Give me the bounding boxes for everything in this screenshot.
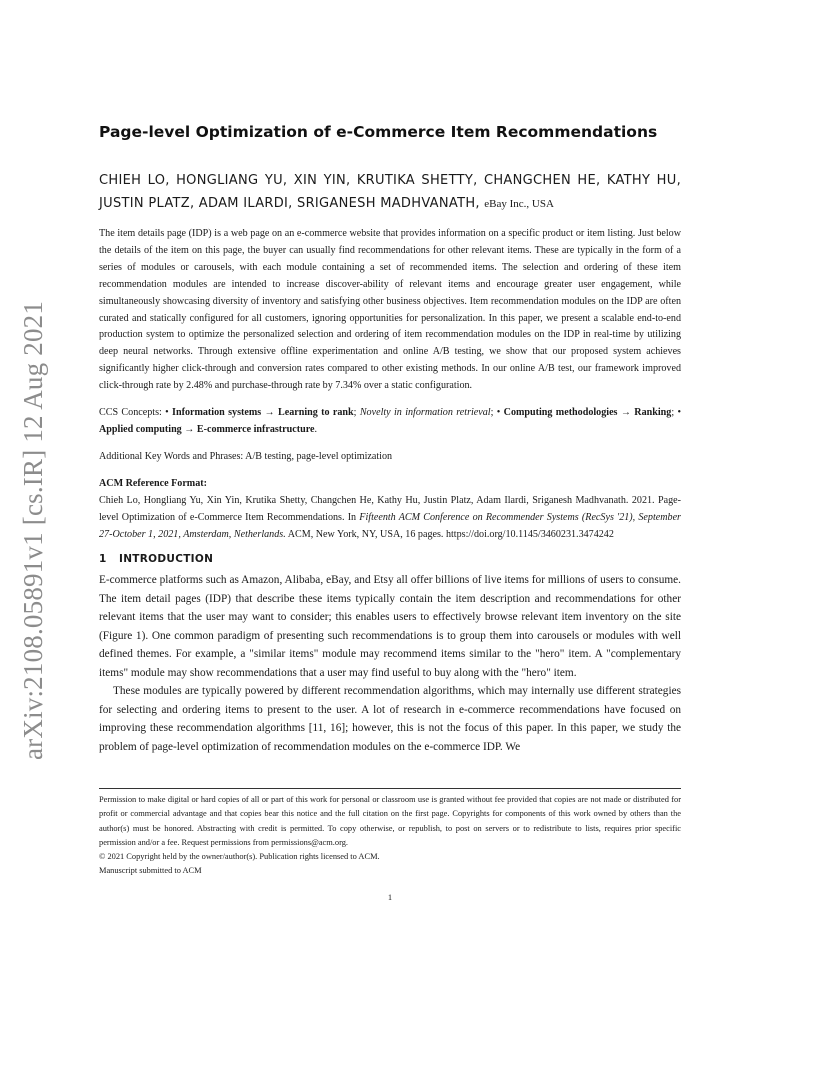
paper-body xyxy=(99,123,681,756)
paper-title: Page-level Optimization of e-Commerce Item Recommendations xyxy=(99,123,658,141)
footnote xyxy=(99,788,681,879)
author-list xyxy=(99,169,681,216)
acm-ref-venue: Fifteenth ACM Conference on Recommender Systems (RecSys '21), September 27-October 1, 2021, Amsterdam, Netherlands. xyxy=(99,511,681,540)
ccs-prefix: CCS Concepts: • xyxy=(99,407,173,419)
affiliation: eBay Inc., USA xyxy=(484,198,554,210)
section-title: INTRODUCTION xyxy=(119,553,214,566)
page-number: 1 xyxy=(387,892,393,902)
ccs-sep-3: ; • xyxy=(671,407,682,419)
ccs-concept-1: Information systems → Learning to rank xyxy=(172,407,354,419)
acm-reference-text xyxy=(99,493,681,544)
intro-paragraph-1: E-commerce platforms such as Amazon, Alibaba, eBay, and Etsy all offer billions of live items for millions of users to consume. The item detail pages (IDP) that describe these items typically contain the item description and recommendations for other relevant items that the user may want to consider; this enables users to effectively browse relevant item inventory on the site (Figure 1). One common paradigm of presenting such recommendations is to group them into carousels or modules with well defined themes. For example, a "similar items" module may recommend items similar to the "hero" item. A "complementary items" module may show recommendations that a user may find useful to buy along with the "hero" item. xyxy=(99,574,681,679)
ccs-concept-3: Computing methodologies → Ranking xyxy=(503,407,672,419)
section-number: 1 xyxy=(99,553,107,566)
copyright-notice: © 2021 Copyright held by the owner/author(s). Publication rights licensed to ACM. xyxy=(99,852,380,862)
acm-ref-text-2: ACM, New York, NY, USA, 16 pages. https://doi.org/10.1145/3460231.3474242 xyxy=(285,528,614,540)
abstract: The item details page (IDP) is a web page on an e-commerce website that provides information on a specific product or item listing. Just below the details of the item on this page, the buyer can usually find recommendations for other relevant items. These are typically in the form of a series of modules or carousels, with each module containing a set of recommended items. The selection and ordering of these item recommendation modules are intended to increase discover-ability of relevant items and encourage greater user engagement, while simultaneously showcasing diversity of inventory and satisfying other business objectives. Item recommendation modules on the IDP are often curated and statically configured for all customers, ignoring opportunities for personalization. In this paper, we present a scalable end-to-end production system to optimize the personalized selection and ordering of item recommendation modules on the IDP in real-time by utilizing deep neural networks. Through extensive offline experimentation and online A/B testing, we show that our proposed system achieves significantly higher click-through and conversion rates compared to other existing methods. In our online A/B test, our framework improved click-through rate by 2.48% and purchase-through rate by 7.34% over a static configuration. xyxy=(99,228,681,392)
permission-notice: Permission to make digital or hard copies of all or part of this work for personal or classroom use is granted without fee provided that copies are not made or distributed for profit or commercial advantage and that copies bear this notice and the full citation on the first page. Copyrights for components of this work owned by others than the author(s) must be honored. Abstracting with credit is permitted. To copy otherwise, or republish, to post on servers or to redistribute to lists, requires prior specific permission and/or a fee. Request permissions from permissions@acm.org. xyxy=(99,795,681,847)
ccs-concept-4: Applied computing → E-commerce infrastructure xyxy=(99,423,315,435)
keywords: Additional Key Words and Phrases: A/B testing, page-level optimization xyxy=(99,450,393,462)
ccs-sep-2: ; • xyxy=(490,407,504,419)
manuscript-notice: Manuscript submitted to ACM xyxy=(99,866,202,876)
ccs-sep-1: ; xyxy=(353,407,360,419)
acm-ref-text-1: Chieh Lo, Hongliang Yu, Xin Yin, Krutika Shetty, Changchen He, Kathy Hu, Justin Platz, Adam Ilardi, Sriganesh Madhvanath. 2021. Page-level Optimization of e-Commerce Item Recommendations. In xyxy=(99,494,681,523)
acm-reference-heading: ACM Reference Format: xyxy=(99,477,207,489)
arxiv-side-stamp: arXiv:2108.05891v1 [cs.IR] 12 Aug 2021 xyxy=(18,300,48,760)
intro-paragraph-2: These modules are typically powered by different recommendation algorithms, which may internally use different strategies for selecting and ordering items to present to the user. A lot of research in e-commerce recommendations have focused on improving these recommendation algorithms [11, 16]; however, this is not the focus of this paper. In this paper, we study the problem of page-level optimization of recommendation modules on the e-commerce IDP. We xyxy=(99,685,681,753)
author-names: CHIEH LO, HONGLIANG YU, XIN YIN, KRUTIKA SHETTY, CHANGCHEN HE, KATHY HU, JUSTIN PLATZ, ADAM ILARDI, SRIGANESH MADHVANATH, xyxy=(99,173,681,211)
ccs-end: . xyxy=(314,423,318,435)
ccs-concepts xyxy=(99,405,681,439)
ccs-concept-2: Novelty in information retrieval xyxy=(359,407,491,419)
section-heading-introduction xyxy=(99,553,681,565)
